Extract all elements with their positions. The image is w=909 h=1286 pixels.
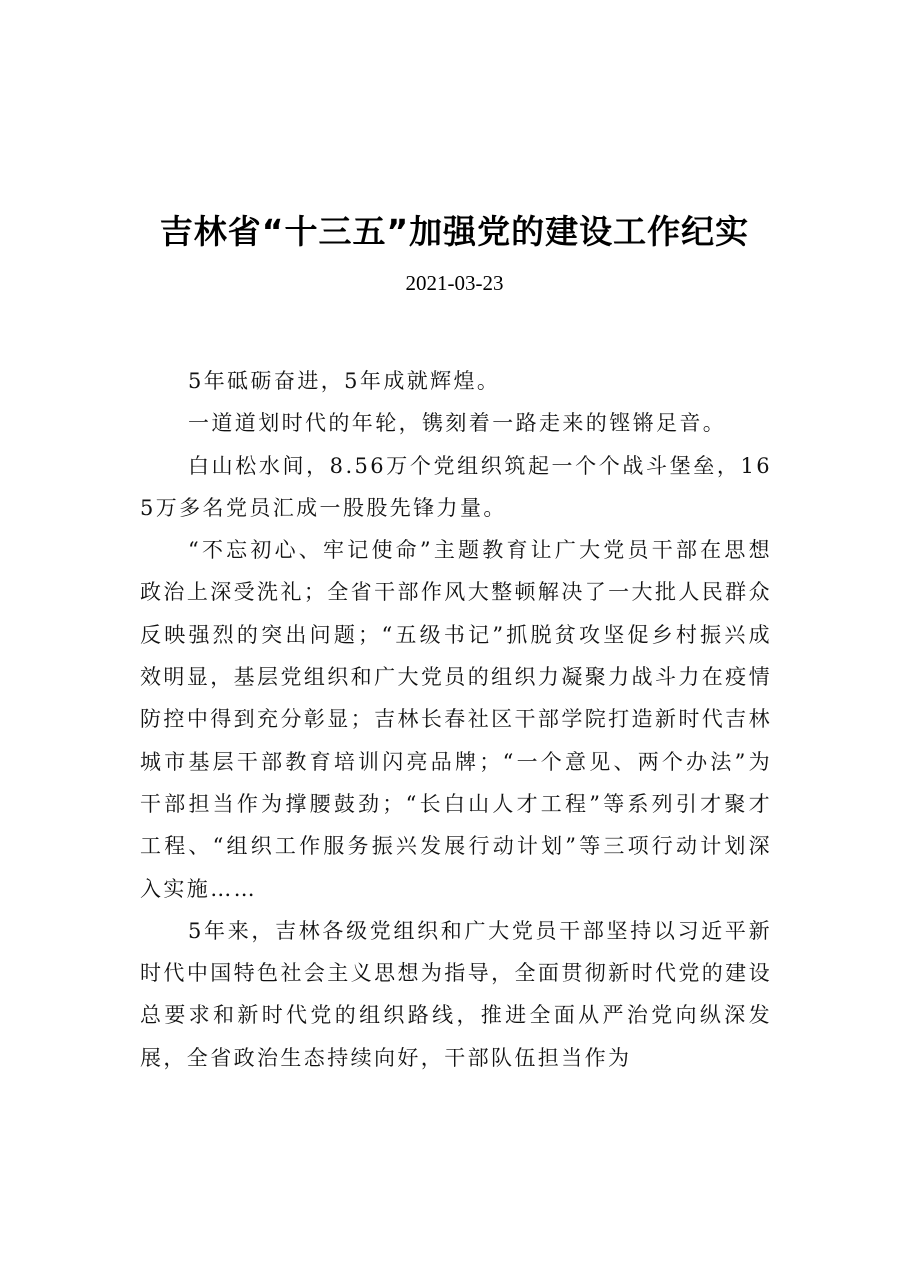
document-title: 吉林省“十三五”加强党的建设工作纪实	[159, 212, 750, 251]
paragraph: 5年砥砺奋进，5年成就辉煌。	[188, 369, 501, 393]
document-body	[140, 360, 772, 1079]
paragraph: 白山松水间，8.56万个党组织筑起一个个战斗堡垒，165万多名党员汇成一股股先锋力量。	[140, 453, 772, 520]
document-date: 2021-03-23	[405, 271, 504, 295]
paragraph: 一道道划时代的年轮，镌刻着一路走来的铿锵足音。	[188, 411, 727, 436]
paragraph: 5年来，吉林各级党组织和广大党员干部坚持以习近平新时代中国特色社会主义思想为指导，全面贯彻新时代党的建设总要求和新时代党的组织路线，推进全面从严治党向纵深发展，全省政治生态持续向好，干部队伍担当作为	[140, 918, 772, 1070]
paragraph: “不忘初心、牢记使命”主题教育让广大党员干部在思想政治上深受洗礼；全省干部作风大整顿解决了一大批人民群众反映强烈的突出问题；“五级书记”抓脱贫攻坚促乡村振兴成效明显，基层党组织和广大党员的组织力凝聚力战斗力在疫情防控中得到充分彰显；吉林长春社区干部学院打造新时代吉林城市基层干部教育培训闪亮品牌；“一个意见、两个办法”为干部担当作为撑腰鼓劲；“长白山人才工程”等系列引才聚才工程、“组织工作服务振兴发展行动计划”等三项行动计划深入实施……	[140, 538, 772, 901]
